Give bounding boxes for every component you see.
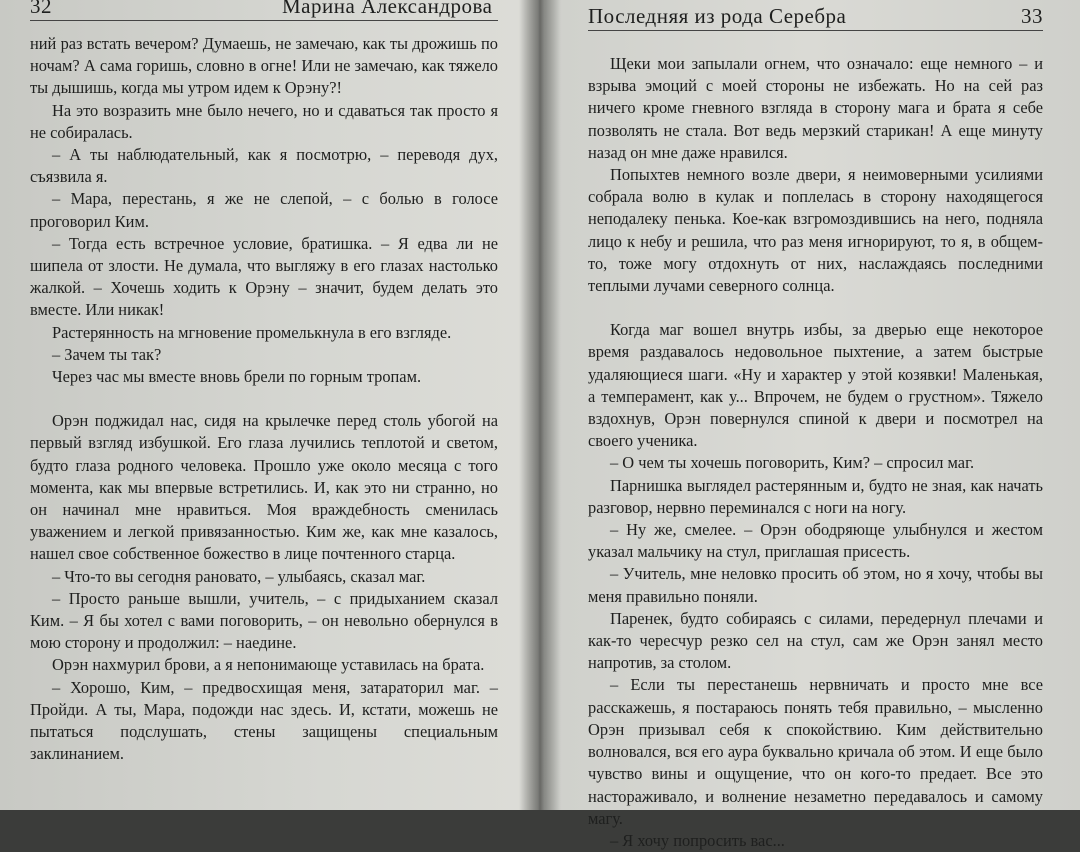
- paragraph: – Хорошо, Ким, – предвосхищая меня, затараторил маг. – Пройди. А ты, Мара, подожди нас здесь. И, кстати, можешь не пытаться подслушать, стены защищены специальным заклинанием.: [30, 677, 498, 764]
- paragraph: – Учитель, мне неловко просить об этом, но я хочу, чтобы вы меня правильно поняли.: [588, 564, 1043, 606]
- right-running-title: Последняя из рода Серебра: [588, 4, 847, 28]
- paragraph: – Тогда есть встречное условие, братишка. – Я едва ли не шипела от злости. Не думала, что выгляжу в его глазах настолько жалкой. – Хочешь ходить к Орэну – значит, будем делать это вместе. Или никак!: [30, 233, 498, 320]
- paragraph: – Я хочу попросить вас...: [610, 830, 785, 850]
- paragraph: – Ну же, смелее. – Орэн ободряюще улыбнулся и жестом указал мальчику на стул, приглашая присесть.: [588, 520, 1043, 562]
- paragraph: ний раз встать вечером? Думаешь, не замечаю, как ты дрожишь по ночам? А сама горишь, словно в огне! Или не замечаю, как тяжело ты дышишь, когда мы утром идем к Орэну?!: [30, 34, 498, 98]
- paragraph: – А ты наблюдательный, как я посмотрю, – переводя дух, съязвила я.: [30, 145, 498, 187]
- left-running-head: [30, 0, 498, 21]
- section-break: [588, 297, 1043, 319]
- right-page-number: 33: [1021, 4, 1043, 28]
- paragraph: Попыхтев немного возле двери, я неимоверными усилиями собрала волю в кулак и поплелась в сторону находящегося неподалеку пенька. Кое-как взгромоздившись на него, подняла лицо к небу и решила, что раз меня игнорируют, то я, в общем-то, тоже могу отдохнуть от них, наслаждаясь последними теплыми лучами северного солнца.: [588, 165, 1043, 296]
- paragraph: Когда маг вошел внутрь избы, за дверью еще некоторое время раздавалось недовольное пыхтение, а затем быстрые удаляющиеся шаги. «Ну и характер у этой козявки! Маленькая, а темперамент, как у... Впрочем, не будем о грустном». Тяжело вздохнув, Орэн повернулся спиной к двери и посмотрел на своего ученика.: [588, 320, 1043, 451]
- paragraph: Растерянность на мгновение промелькнула в его взгляде.: [52, 322, 452, 342]
- right-running-head: [588, 4, 1043, 31]
- paragraph: – Если ты перестанешь нервничать и просто мне все расскажешь, я постараюсь понять тебя правильно, – мысленно Орэн призывал себя к спокойствию. Ким действительно волновался, вся его аура буквально кричала об этом. И еще было чувство вины и ощущение, что он кого-то предает. Все это настораживало, и волнение незаметно передавалось и самому магу.: [588, 675, 1043, 828]
- paragraph: – Что-то вы сегодня рановато, – улыбаясь, сказал маг.: [52, 566, 426, 586]
- right-page: [548, 0, 1080, 850]
- paragraph: – О чем ты хочешь поговорить, Ким? – спросил маг.: [610, 453, 975, 473]
- section-break: [30, 388, 498, 410]
- paragraph: – Зачем ты так?: [52, 344, 162, 364]
- paragraph: – Просто раньше вышли, учитель, – с придыханием сказал Ким. – Я бы хотел с вами поговорить, – он невольно обернулся в мою сторону и продолжил: – наедине.: [30, 588, 498, 653]
- right-body-text: [588, 53, 1043, 852]
- paragraph: Через час мы вместе вновь брели по горным тропам.: [52, 367, 422, 387]
- paragraph: Паренек, будто собираясь с силами, передернул плечами и как-то чересчур резко сел на стул, сам же Орэн занял место напротив, за столом.: [588, 608, 1043, 673]
- paragraph: Орэн нахмурил брови, а я непонимающе уставилась на брата.: [52, 655, 485, 675]
- paragraph: Парнишка выглядел растерянным и, будто не зная, как начать разговор, нервно переминался с ноги на ногу.: [588, 475, 1043, 517]
- paragraph: На это возразить мне было нечего, но и сдаваться так просто я не собиралась.: [30, 100, 498, 142]
- paragraph: Орэн поджидал нас, сидя на крылечке перед столь убогой на первый взгляд избушкой. Его глаза лучились теплотой и светом, будто глаза родного человека. Прошло уже около месяца с того момента, как мы впервые встретились. И, как это ни странно, но он начинал мне нравиться. Моя враждебность сменилась уважением и легкой привязанностью. Ким же, как мне казалось, нашел свое собственное божество в лице почтенного старца.: [30, 411, 498, 564]
- left-page-number: 32: [30, 0, 52, 18]
- left-running-title: Марина Александрова: [282, 0, 493, 18]
- left-body-text: [30, 33, 498, 766]
- left-page: [0, 0, 528, 810]
- paragraph: – Мара, перестань, я же не слепой, – с болью в голосе проговорил Ким.: [30, 189, 498, 231]
- paragraph: Щеки мои запылали огнем, что означало: еще немного – и взрыва эмоций с моей стороны не избежать. Но на сей раз ничего кроме гневного взгляда в сторону мага и брата я себе позволять не стала. Вот ведь мерзкий старикан! А еще минуту назад он мне даже нравился.: [588, 54, 1043, 162]
